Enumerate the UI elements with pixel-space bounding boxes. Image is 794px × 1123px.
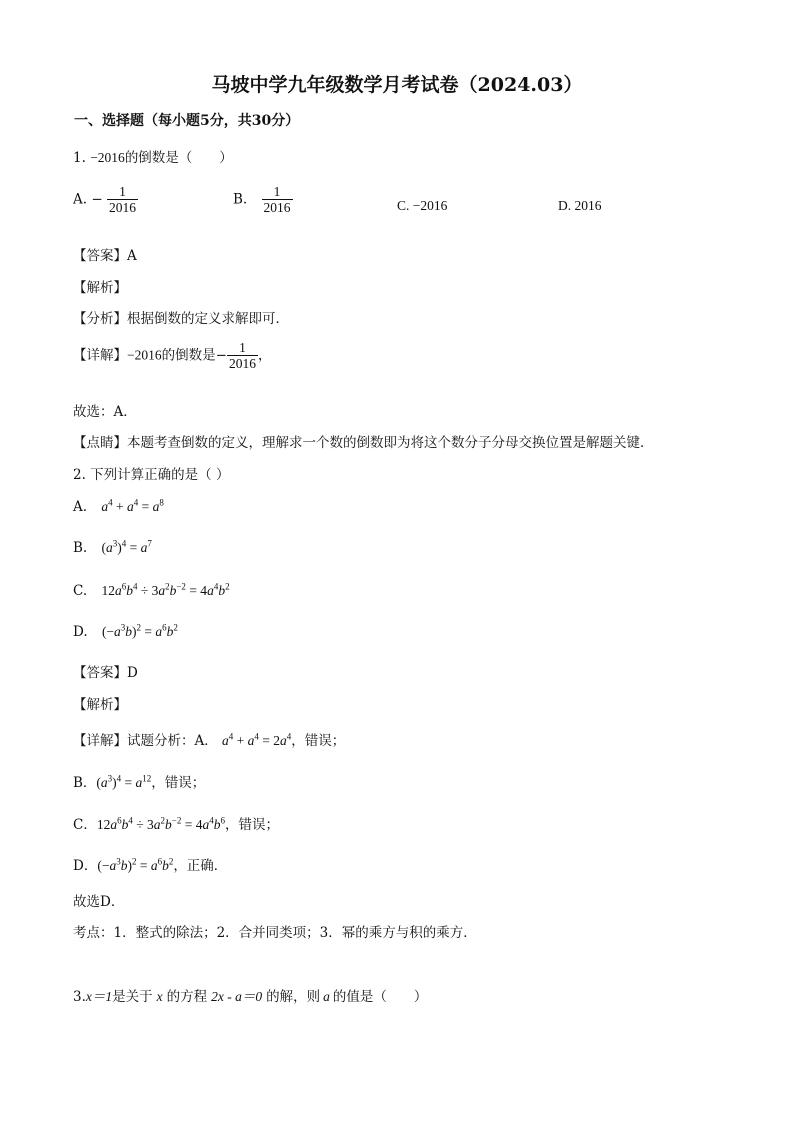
fraction [262,184,293,216]
page-title: 马坡中学九年级数学月考试卷（2024.03） [211,74,583,96]
verdict: ，错误； [224,817,279,833]
option-label: A. [73,191,88,208]
option-b [73,540,152,556]
detail-explanation [73,340,271,372]
key-point: 【点睛】本题考查倒数的定义，理解求一个数的倒数即为将这个数分子分母交换位置是解题关键． [73,435,654,451]
question-number: 1. [73,150,86,166]
math-expression: $a^4 + a^4 = a^8$ [101,497,164,514]
choice-conclusion: 故选：A． [73,404,137,420]
option-label: A. [73,499,88,515]
math-expression: $(-a^3b)^2 = a^6b^2$ [101,622,178,639]
detail-explanation [73,729,345,749]
option-label: C. [73,583,88,599]
question-text: 的解，则 [266,989,321,1005]
verdict: ，正确． [173,858,228,874]
option-label: B． [73,775,97,791]
option-label: D. [73,624,88,640]
math-expression: $(-a^3b)^2 = a^6b^2$ [97,856,174,873]
option-c: C. −2016 [397,198,448,213]
analysis-heading: 【解析】 [73,697,127,713]
option-label: B. [73,540,88,556]
detail-b [73,771,205,791]
math-expression: 2x - a＝0 [211,989,263,1004]
math-expression: x＝1 [85,989,113,1004]
math-expression: $(a^3)^4 = a^7$ [101,538,152,555]
denominator: 2016 [228,356,256,371]
numerator: 1 [119,184,126,199]
fraction [107,184,138,216]
analysis-text: 【分析】根据倒数的定义求解即可． [73,311,289,327]
math-number: −2016 [90,150,125,165]
numerator: 1 [273,184,281,199]
choice-conclusion: 故选D． [73,894,125,910]
option-a [73,499,164,515]
question-2-stem: 2. 下列计算正确的是（ ） [73,467,230,483]
denominator: 2016 [263,200,291,215]
question-number: 3. [73,989,86,1005]
minus-sign: − [215,347,227,364]
question-3-stem [73,985,427,1005]
numerator: 1 [239,340,246,355]
question-text: 的值是（ ） [332,989,428,1005]
question-1-stem [73,146,233,166]
math-expression: $a^4 + a^4 = 2a^4$ [222,731,292,748]
math-expression: $(a^3)^4 = a^{12}$ [96,773,152,790]
section-heading: 一、选择题（每小题5分，共30分） [74,113,300,129]
detail-d [73,854,227,874]
math-expression: $12a^6b^4 \div 3a^2b^{-2} = 4a^4b^6$ [96,815,225,832]
verdict: ，错误； [151,775,206,791]
fraction [227,340,258,372]
exam-points: 考点：1．整式的除法；2．合并同类项；3．幂的乘方与积的乘方． [73,925,477,941]
question-text: 的倒数是（ ） [124,150,233,166]
minus-sign: − [91,191,103,208]
analysis-heading: 【解析】 [73,280,127,296]
detail-label: 【详解】 [73,347,127,364]
denominator: 2016 [108,200,136,215]
option-d: D. 2016 [558,198,602,213]
answer-label: 【答案】A [73,248,137,264]
option-a [73,184,138,216]
option-label: D． [73,858,98,874]
verdict: ，错误； [291,733,346,749]
math-variable: x [156,989,163,1004]
question-text: 是关于 [112,989,153,1005]
detail-label: 【详解】试题分析：A． [73,733,218,749]
math-expression: $12a^6b^4 \div 3a^2b^{-2} = 4a^4b^2$ [101,581,230,598]
option-b [233,184,293,216]
option-label: B. [233,191,248,208]
answer-label: 【答案】D [73,665,138,681]
option-c [73,583,230,599]
option-label: C． [73,817,97,833]
math-number: −2016 [127,347,162,363]
question-text: 的方程 [166,989,208,1005]
detail-text: 的倒数是 [161,347,216,364]
option-d [73,624,178,640]
punctuation: ， [257,347,272,364]
math-variable: a [323,989,330,1004]
detail-c [73,813,279,833]
